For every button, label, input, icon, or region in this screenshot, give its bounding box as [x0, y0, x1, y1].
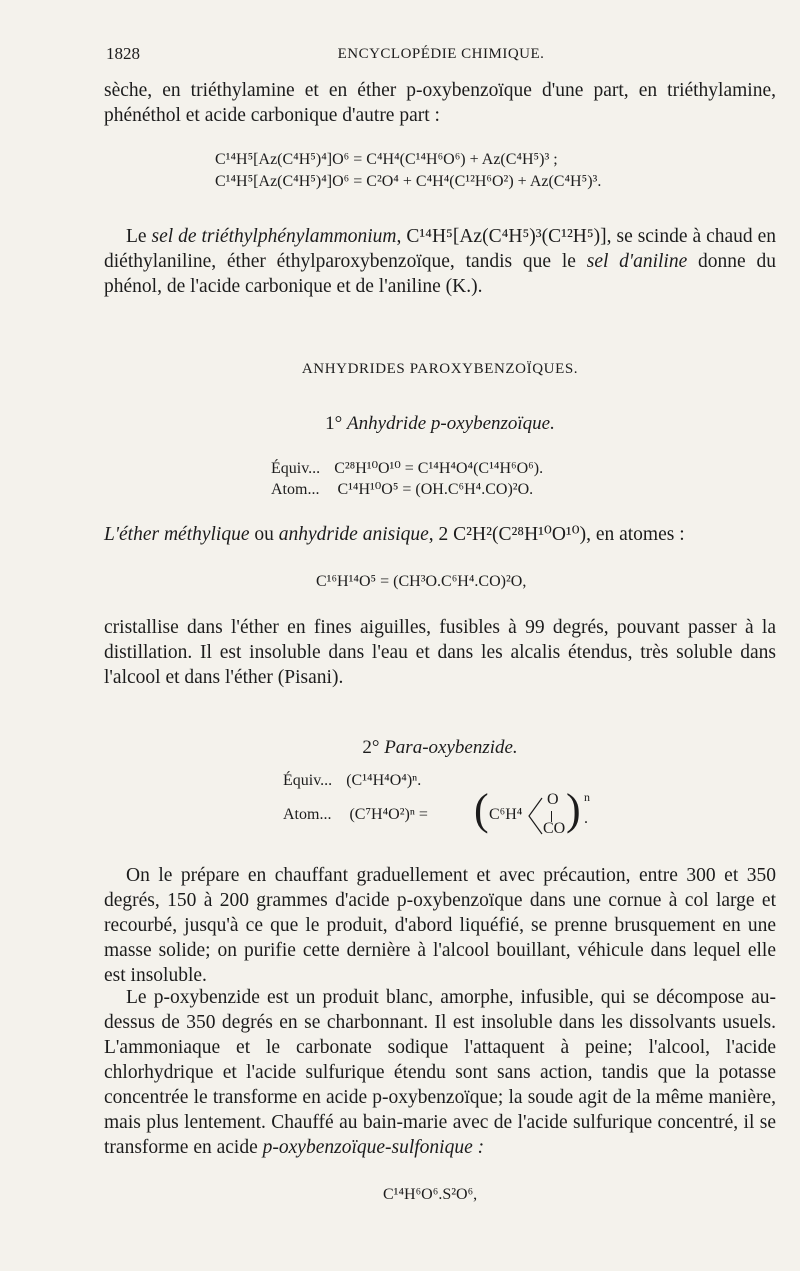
equiv-row-2	[283, 772, 421, 790]
section-title: ANHYDRIDES PAROXYBENZOÏQUES.	[301, 361, 579, 377]
equiv-label-2: Équiv...	[283, 772, 333, 789]
page-header	[106, 44, 776, 68]
atom-label-1: Atom...	[271, 481, 320, 498]
subsection-1-title: Anhydride p-oxybenzoïque.	[346, 413, 555, 434]
ring-bond-lines	[529, 798, 542, 834]
atom-row-2	[283, 806, 428, 824]
page-number: 1828	[106, 44, 140, 63]
subsection-1-num: 1°	[325, 413, 343, 434]
oxybenzide-text: Le p-oxybenzide est un produit blanc, amorphe, infusible, qui se décompose au-dessus de 350 degrés en se charbonnant. Il est insoluble dans les dissolvants usuels. L'ammoniaque et le carbonate sodique l'attaquent à peine; l'alcool, l'acide chlorhydrique et l'acide sulfurique étendu sont sans action, tandis que la potasse concentrée le transforme en acide p-oxybenzoïque; la soude agit de la même manière, mais plus lentement. Chauffé au bain-marie avec de l'acide sulfurique concentré, il se transforme en acide	[104, 987, 776, 1158]
sel-paragraph	[104, 224, 776, 299]
atom-formula-2-left: (C⁷H⁴O²)ⁿ =	[349, 806, 428, 823]
running-title: ENCYCLOPÉDIE CHIMIQUE.	[337, 46, 545, 62]
equiv-row-1	[271, 458, 543, 478]
close-paren: )	[566, 785, 581, 834]
sel-em2: sel d'aniline	[586, 251, 688, 272]
ring-core: C⁶H⁴	[489, 806, 523, 823]
intro-paragraph: sèche, en triéthylamine et en éther p-oxybenzoïque d'une part, en triéthylamine, phénéthol et acide carbonique d'autre part :	[104, 80, 776, 126]
ring-top-atom: O	[547, 791, 559, 808]
subsection-2-title: Para-oxybenzide.	[384, 737, 518, 758]
equation-2: C¹⁴H⁵[Az(C⁴H⁵)⁴]O⁶ = C²O⁴ + C⁴H⁴(C¹²H⁶O²) + Az(C⁴H⁵)³.	[215, 173, 602, 190]
equation-4: C¹⁴H⁶O⁶.S²O⁶,	[383, 1186, 478, 1203]
ring-end: .	[584, 810, 588, 827]
ether-tail: , 2 C²H²(C²⁸H¹⁰O¹⁰), en atomes :	[428, 524, 685, 545]
ether-em1: L'éther méthylique	[104, 524, 250, 545]
equation-1: C¹⁴H⁵[Az(C⁴H⁵)⁴]O⁶ = C⁴H⁴(C¹⁴H⁶O⁶) + Az(C⁴H⁵)³ ;	[215, 151, 558, 168]
subsection-1-heading	[104, 413, 776, 435]
atom-formula-1: C¹⁴H¹⁰O⁵ = (OH.C⁶H⁴.CO)²O.	[337, 481, 534, 498]
sel-tail: donne du phénol, de l'acide carbonique et de l'aniline (K.).	[104, 251, 776, 297]
equation-3: C¹⁶H¹⁴O⁵ = (CH³O.C⁶H⁴.CO)²O,	[316, 573, 527, 590]
ring-bond-diagram	[526, 794, 544, 838]
ring-exponent: n	[584, 790, 590, 804]
subsection-2-num: 2°	[362, 737, 380, 758]
open-paren: (	[474, 785, 489, 834]
oxybenzide-em: p-oxybenzoïque-sulfonique :	[262, 1137, 485, 1158]
oxybenzide-paragraph	[104, 985, 776, 1160]
cristallise-paragraph: cristallise dans l'éther en fines aiguilles, fusibles à 99 degrés, pouvant passer à la distillation. Il est insoluble dans l'eau et dans les alcalis étendus, très soluble dans l'alcool et dans l'éther (Pisani).	[104, 617, 776, 688]
sel-em1: sel de triéthylphénylammonium	[151, 226, 397, 247]
ring-bottom-atom: CO	[543, 820, 566, 837]
atom-label-2: Atom...	[283, 806, 332, 823]
equiv-formula-1: C²⁸H¹⁰O¹⁰ = C¹⁴H⁴O⁴(C¹⁴H⁶O⁶).	[334, 460, 544, 477]
ether-paragraph	[104, 522, 776, 547]
atom-row-1	[271, 479, 533, 499]
equiv-formula-2: (C¹⁴H⁴O⁴)ⁿ.	[346, 772, 422, 789]
sel-lead: Le	[126, 226, 152, 247]
equiv-label-1: Équiv...	[271, 460, 321, 477]
ether-em2: anhydride anisique	[278, 524, 429, 545]
prepare-paragraph: On le prépare en chauffant graduellement et avec précaution, entre 300 et 350 degrés, 150 à 200 grammes d'acide p-oxybenzoïque dans une cornue à col large et recourbé, jusqu'à ce que le produit, d'abord liquéfié, se prenne brusquement en une masse solide; on purifie cette dernière à l'alcool bouillant, véhicule dans lequel elle est insoluble.	[104, 865, 776, 986]
ether-mid: ou	[249, 524, 279, 545]
sel-mid1: , C¹⁴H⁵[Az(C⁴H⁵)³(C¹²H⁵)], se scinde à chaud en diéthylaniline, éther éthylparoxybenzoïque, tandis que le	[104, 226, 776, 272]
subsection-2-heading	[104, 737, 776, 759]
